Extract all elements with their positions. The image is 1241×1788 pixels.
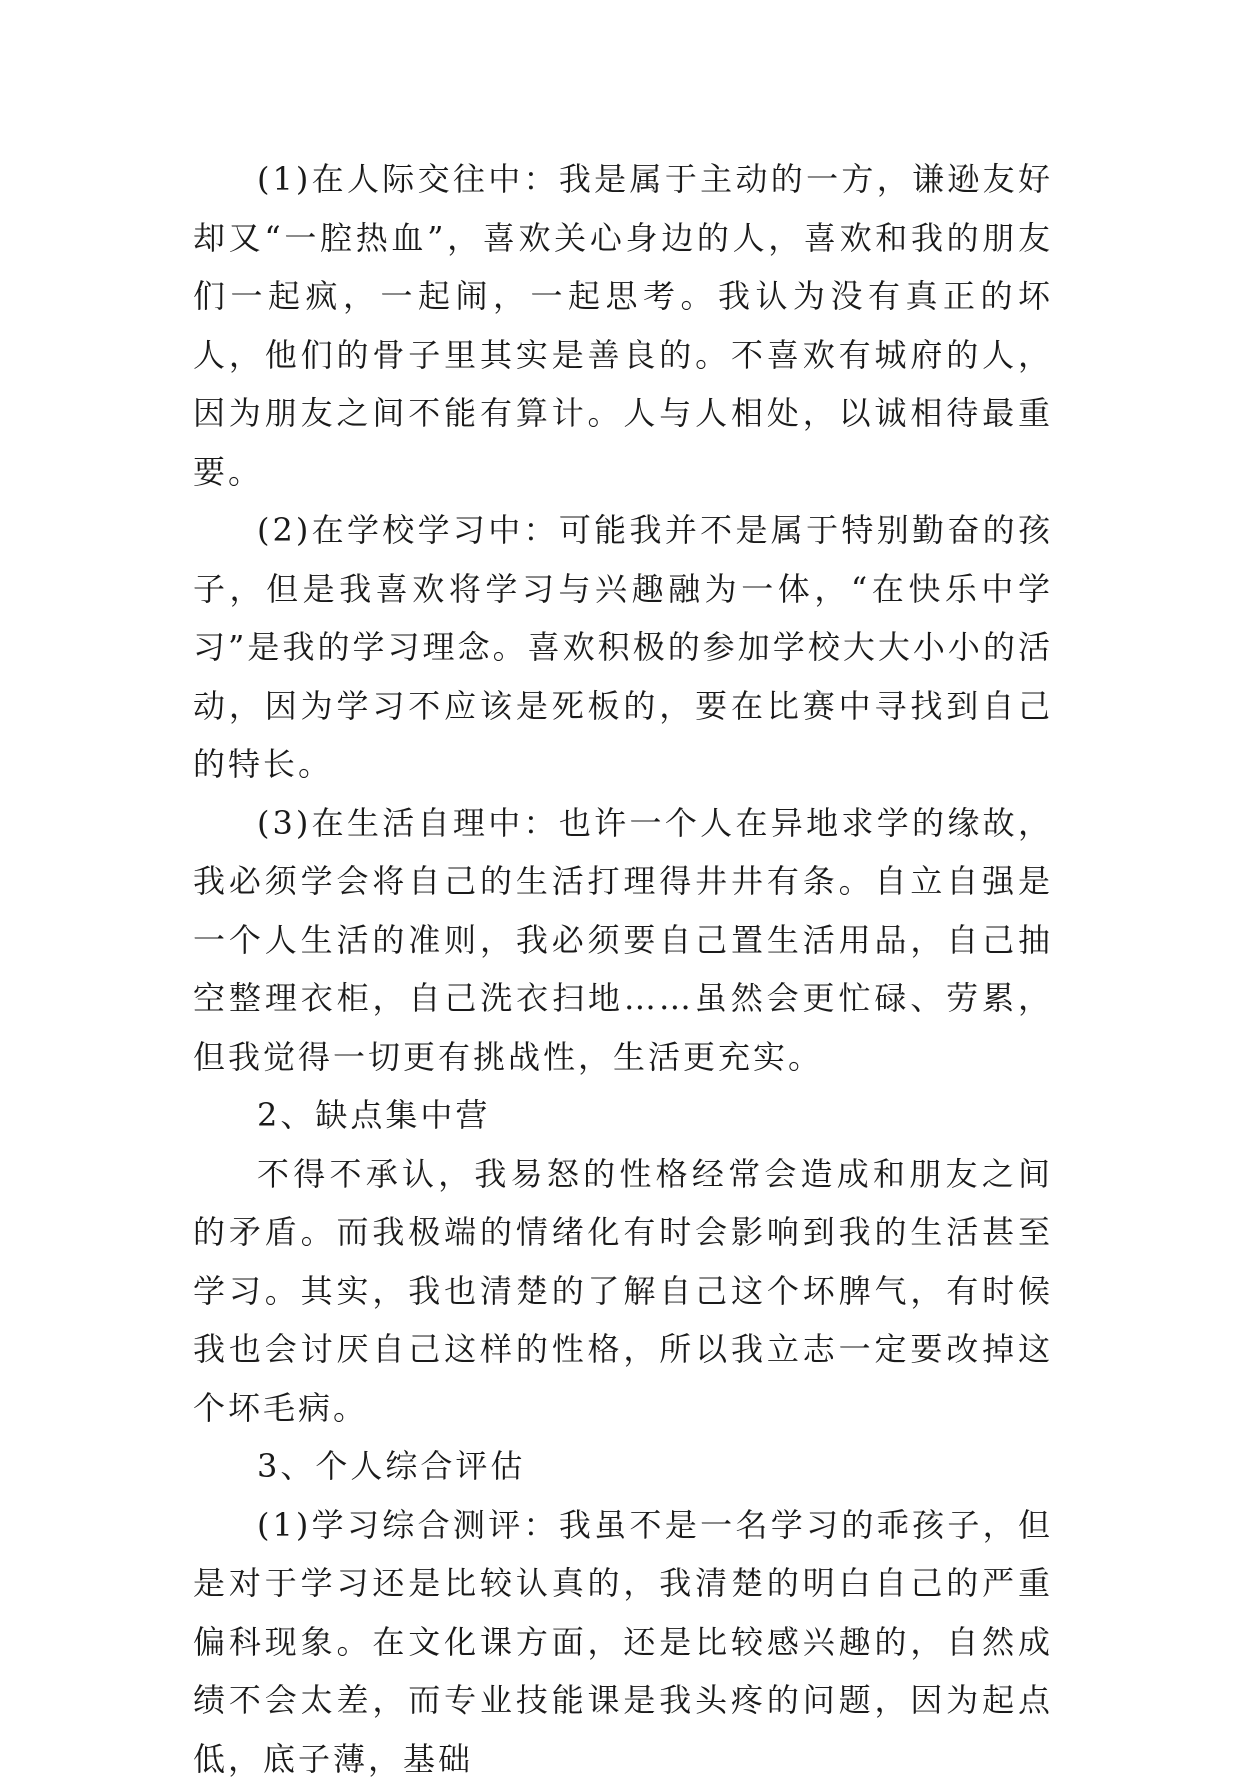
paragraph-study-evaluation: (1)学习综合测评：我虽不是一名学习的乖孩子，但是对于学习还是比较认真的，我清楚的明白自己的严重偏科现象。在文化课方面，还是比较感兴趣的，自然成绩不会太差，而专业技能课是我头疼的问题，因为起点低，底子薄，基础	[193, 1496, 1053, 1788]
document-body	[193, 150, 1053, 1788]
heading-shortcomings: 2、缺点集中营	[193, 1086, 1053, 1145]
paragraph-school-study: (2)在学校学习中：可能我并不是属于特别勤奋的孩子，但是我喜欢将学习与兴趣融为一体，“在快乐中学习”是我的学习理念。喜欢积极的参加学校大大小小的活动，因为学习不应该是死板的，要在比赛中寻找到自己的特长。	[193, 501, 1053, 794]
paragraph-interpersonal: (1)在人际交往中：我是属于主动的一方，谦逊友好却又“一腔热血”，喜欢关心身边的人，喜欢和我的朋友们一起疯，一起闹，一起思考。我认为没有真正的坏人，他们的骨子里其实是善良的。不喜欢有城府的人，因为朋友之间不能有算计。人与人相处，以诚相待最重要。	[193, 150, 1053, 501]
heading-self-assessment: 3、个人综合评估	[193, 1437, 1053, 1496]
paragraph-self-care: (3)在生活自理中：也许一个人在异地求学的缘故，我必须学会将自己的生活打理得井井有条。自立自强是一个人生活的准则，我必须要自己置生活用品，自己抽空整理衣柜，自己洗衣扫地……虽然会更忙碌、劳累，但我觉得一切更有挑战性，生活更充实。	[193, 794, 1053, 1087]
paragraph-shortcomings: 不得不承认，我易怒的性格经常会造成和朋友之间的矛盾。而我极端的情绪化有时会影响到我的生活甚至学习。其实，我也清楚的了解自己这个坏脾气，有时候我也会讨厌自己这样的性格，所以我立志一定要改掉这个坏毛病。	[193, 1145, 1053, 1438]
